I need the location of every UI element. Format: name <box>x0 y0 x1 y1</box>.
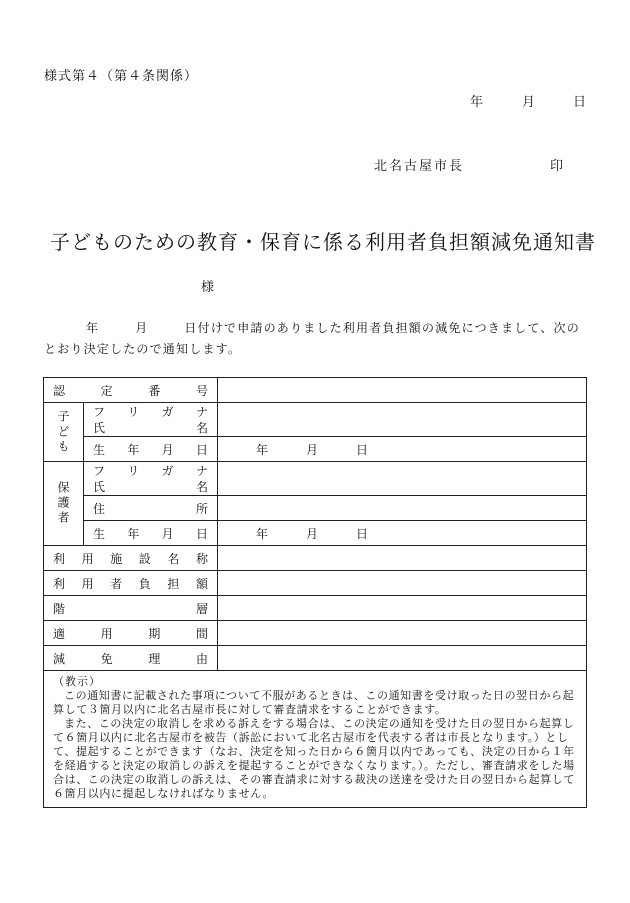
label-char: 日 <box>195 442 208 457</box>
date-month-label: 月 <box>522 95 536 110</box>
label-text <box>84 420 217 436</box>
label-char: 利 <box>53 551 66 566</box>
label-text <box>44 600 217 617</box>
label-char: ナ <box>195 404 208 419</box>
label-char: 氏 <box>93 420 106 435</box>
label-char: 由 <box>195 651 208 666</box>
label-char: 称 <box>195 551 208 566</box>
label-char: 生 <box>93 526 106 541</box>
cert-number-label <box>44 378 218 403</box>
intro-paragraph <box>44 318 584 360</box>
label-char: 定 <box>100 383 113 398</box>
label-text <box>84 500 217 517</box>
label-char: 年 <box>127 526 140 541</box>
date-year-label: 年 <box>470 95 484 110</box>
label-char: フ <box>93 404 106 419</box>
facility-name-value[interactable] <box>218 546 587 571</box>
label-char: 所 <box>195 501 208 516</box>
facility-name-label <box>44 546 218 571</box>
reason-value[interactable] <box>218 646 587 671</box>
label-char: 名 <box>195 479 208 494</box>
form-number-label: 様式第４（第４条関係） <box>44 69 199 84</box>
label-text <box>44 550 217 567</box>
label-char: 担 <box>167 576 180 591</box>
guardian-group-label: 保護者 <box>44 462 84 546</box>
issue-date <box>470 91 586 110</box>
guardian-address-label <box>84 496 218 521</box>
label-char: 号 <box>195 383 208 398</box>
instruction-notice <box>44 671 587 808</box>
seal-mark: 印 <box>550 159 564 174</box>
label-char: 番 <box>148 383 161 398</box>
guardian-name-label <box>84 462 218 496</box>
guardian-address-value[interactable] <box>218 496 587 521</box>
label-char: 施 <box>110 551 123 566</box>
label-char: 用 <box>81 576 94 591</box>
tier-value[interactable] <box>218 596 587 621</box>
label-char: 負 <box>138 576 151 591</box>
label-char: ガ <box>161 404 174 419</box>
label-char: 月 <box>161 526 174 541</box>
label-char: 住 <box>93 501 106 516</box>
label-char: 認 <box>53 383 66 398</box>
guardian-birthdate-label <box>84 521 218 546</box>
label-char: 理 <box>148 651 161 666</box>
notice-paragraph-1: この通知書に記載された事項について不服があるときは、この通知書を受け取った日の翌日から起算して３箇月以内に北名古屋市長に対して審査請求をすることができます。 <box>53 689 575 716</box>
label-char: 免 <box>100 651 113 666</box>
label-text <box>44 382 217 399</box>
label-char: ナ <box>195 463 208 478</box>
label-char: 利 <box>53 576 66 591</box>
label-char: 層 <box>195 601 208 616</box>
guardian-birthdate-value[interactable]: 年 月 日 <box>218 521 587 546</box>
label-char: リ <box>127 404 140 419</box>
label-char: 月 <box>161 442 174 457</box>
label-char: 者 <box>110 576 123 591</box>
label-char: 氏 <box>93 479 106 494</box>
label-text <box>84 441 217 458</box>
notice-paragraph-2: また、この決定の取消しを求める訴えをする場合は、この決定の通知を受けた日の翌日から起算して６箇月以内に北名古屋市を被告（訴訟において北名古屋市を代表する者は市長となります。）として、提起することができます（なお、決定を知った日から６箇月以内であっても、決定の日から１年を経過すると決定の取消しの訴えを提起することができなくなります。）。ただし、審査請求をした場合は、この決定の取消しの訴えは、その審査請求に対する裁決の送達を受けた日の翌日から起算して６箇月以内に提起しなければなりません。 <box>53 717 575 800</box>
period-value[interactable] <box>218 621 587 646</box>
label-char: 減 <box>53 651 66 666</box>
notice-heading: （教示） <box>53 675 101 688</box>
label-char: 生 <box>93 442 106 457</box>
label-char: 名 <box>167 551 180 566</box>
issuer-name: 北名古屋市長 <box>374 159 465 174</box>
label-char: 日 <box>195 526 208 541</box>
label-text <box>84 525 217 542</box>
guardian-name-value[interactable] <box>218 462 587 496</box>
label-text <box>84 479 217 495</box>
label-text <box>44 575 217 592</box>
intro-month-label: 月 <box>135 321 149 335</box>
reason-label <box>44 646 218 671</box>
period-label <box>44 621 218 646</box>
label-text <box>84 463 217 479</box>
recipient-suffix: 様 <box>201 280 215 295</box>
label-text <box>84 404 217 420</box>
child-group-label: 子ども <box>44 403 84 462</box>
label-char: ガ <box>161 463 174 478</box>
child-birthdate-label <box>84 437 218 462</box>
child-name-value[interactable] <box>218 403 587 437</box>
label-char: 間 <box>195 626 208 641</box>
user-burden-value[interactable] <box>218 571 587 596</box>
label-char: 用 <box>100 626 113 641</box>
intro-year-label: 年 <box>86 321 100 335</box>
label-char: 名 <box>195 420 208 435</box>
label-char: リ <box>127 463 140 478</box>
label-char: 年 <box>127 442 140 457</box>
label-char: フ <box>93 463 106 478</box>
label-char: 額 <box>195 576 208 591</box>
notification-table <box>43 377 587 808</box>
date-day-label: 日 <box>573 95 587 110</box>
cert-number-value[interactable] <box>218 378 587 403</box>
label-text <box>44 650 217 667</box>
label-text <box>44 625 217 642</box>
label-char: 設 <box>138 551 151 566</box>
intro-text: 日付けで申請のありました利用者負担額の減免につきまして、次のとおり決定したので通知します。 <box>44 321 580 356</box>
child-name-label <box>84 403 218 437</box>
label-char: 期 <box>148 626 161 641</box>
label-char: 適 <box>53 626 66 641</box>
child-birthdate-value[interactable]: 年 月 日 <box>218 437 587 462</box>
document-title: 子どものための教育・保育に係る利用者負担額減免通知書 <box>50 230 596 254</box>
label-char: 階 <box>53 601 66 616</box>
tier-label <box>44 596 218 621</box>
label-char: 用 <box>81 551 94 566</box>
user-burden-label <box>44 571 218 596</box>
